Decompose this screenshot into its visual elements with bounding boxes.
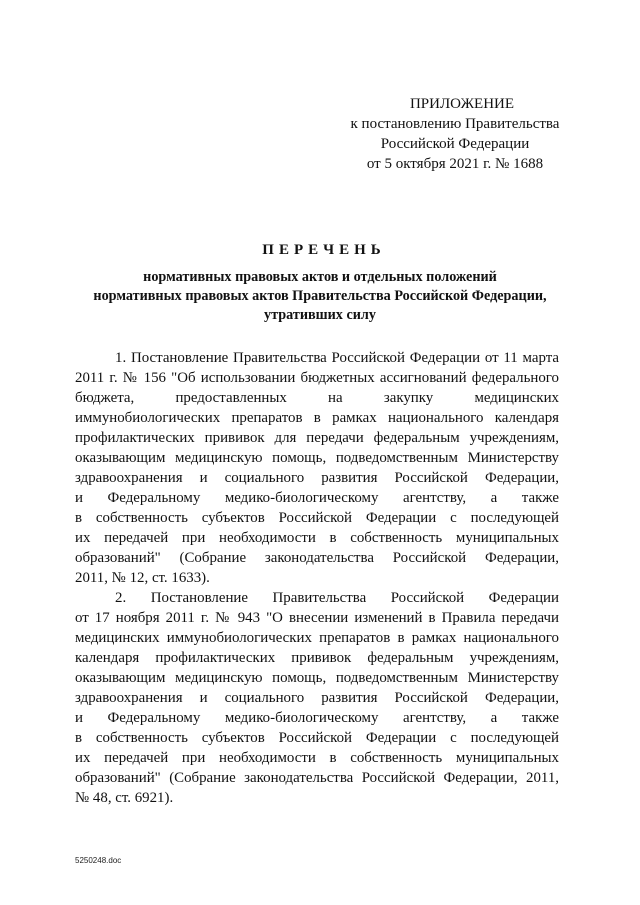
list-item (75, 348, 559, 588)
text-line: календаря профилактических прививок федеральным учреждениям, (75, 650, 559, 666)
subtitle-line: нормативных правовых актов и отдельных положений (143, 269, 497, 285)
subtitle-line: утративших силу (264, 307, 376, 323)
text-line: 2011 г. № 156 "Об использовании бюджетных ассигнований федерального (75, 370, 559, 386)
text-line: их передачей при необходимости в собственность муниципальных (75, 530, 559, 546)
appendix-line: Российской Федерации (380, 136, 530, 152)
appendix-date-number: от 5 октября 2021 г. № 1688 (366, 156, 544, 172)
text-line: № 48, ст. 6921). (75, 790, 174, 806)
text-line: в собственность субъектов Российской Федерации с последующей (75, 510, 559, 526)
text-line: от 17 ноября 2011 г. № 943 "О внесении изменений в Правила передачи (75, 610, 559, 626)
list-item (75, 588, 559, 808)
text-line: и Федеральному медико-биологическому агентству, а также (75, 710, 559, 726)
text-line: оказывающим медицинскую помощь, подведомственным Министерству (75, 450, 559, 466)
text-line: здравоохранения и социального развития Российской Федерации, (75, 470, 559, 486)
text-line: 2011, № 12, ст. 1633). (75, 570, 210, 586)
appendix-heading: ПРИЛОЖЕНИЕ (409, 96, 515, 112)
text-line: и Федеральному медико-биологическому агентству, а также (75, 490, 559, 506)
document-subtitle (60, 268, 580, 325)
text-line: образований" (Собрание законодательства Российской Федерации, (75, 550, 559, 566)
file-name-footer: 5250248.doc (75, 856, 122, 865)
text-line: 2. Постановление Правительства Российской Федерации (115, 590, 559, 606)
text-line: оказывающим медицинскую помощь, подведомственным Министерству (75, 670, 559, 686)
text-line: бюджета, предоставленных на закупку медицинских (75, 390, 559, 406)
appendix-line: к постановлению Правительства (350, 116, 560, 132)
text-line: 1. Постановление Правительства Российской Федерации от 11 марта (115, 350, 559, 366)
text-line: профилактических прививок для передачи федеральным учреждениям, (75, 430, 559, 446)
text-line: здравоохранения и социального развития Российской Федерации, (75, 690, 559, 706)
text-line: в собственность субъектов Российской Федерации с последующей (75, 730, 559, 746)
text-line: медицинских иммунобиологических препаратов в рамках национального (75, 630, 559, 646)
document-title: ПЕРЕЧЕНЬ (262, 242, 386, 258)
subtitle-line: нормативных правовых актов Правительства Российской Федерации, (93, 288, 547, 304)
appendix-block (340, 94, 570, 174)
text-line: их передачей при необходимости в собственность муниципальных (75, 750, 559, 766)
text-line: иммунобиологических препаратов в рамках национального календаря (75, 410, 559, 426)
text-line: образований" (Собрание законодательства Российской Федерации, 2011, (75, 770, 559, 786)
document-body (75, 348, 559, 808)
